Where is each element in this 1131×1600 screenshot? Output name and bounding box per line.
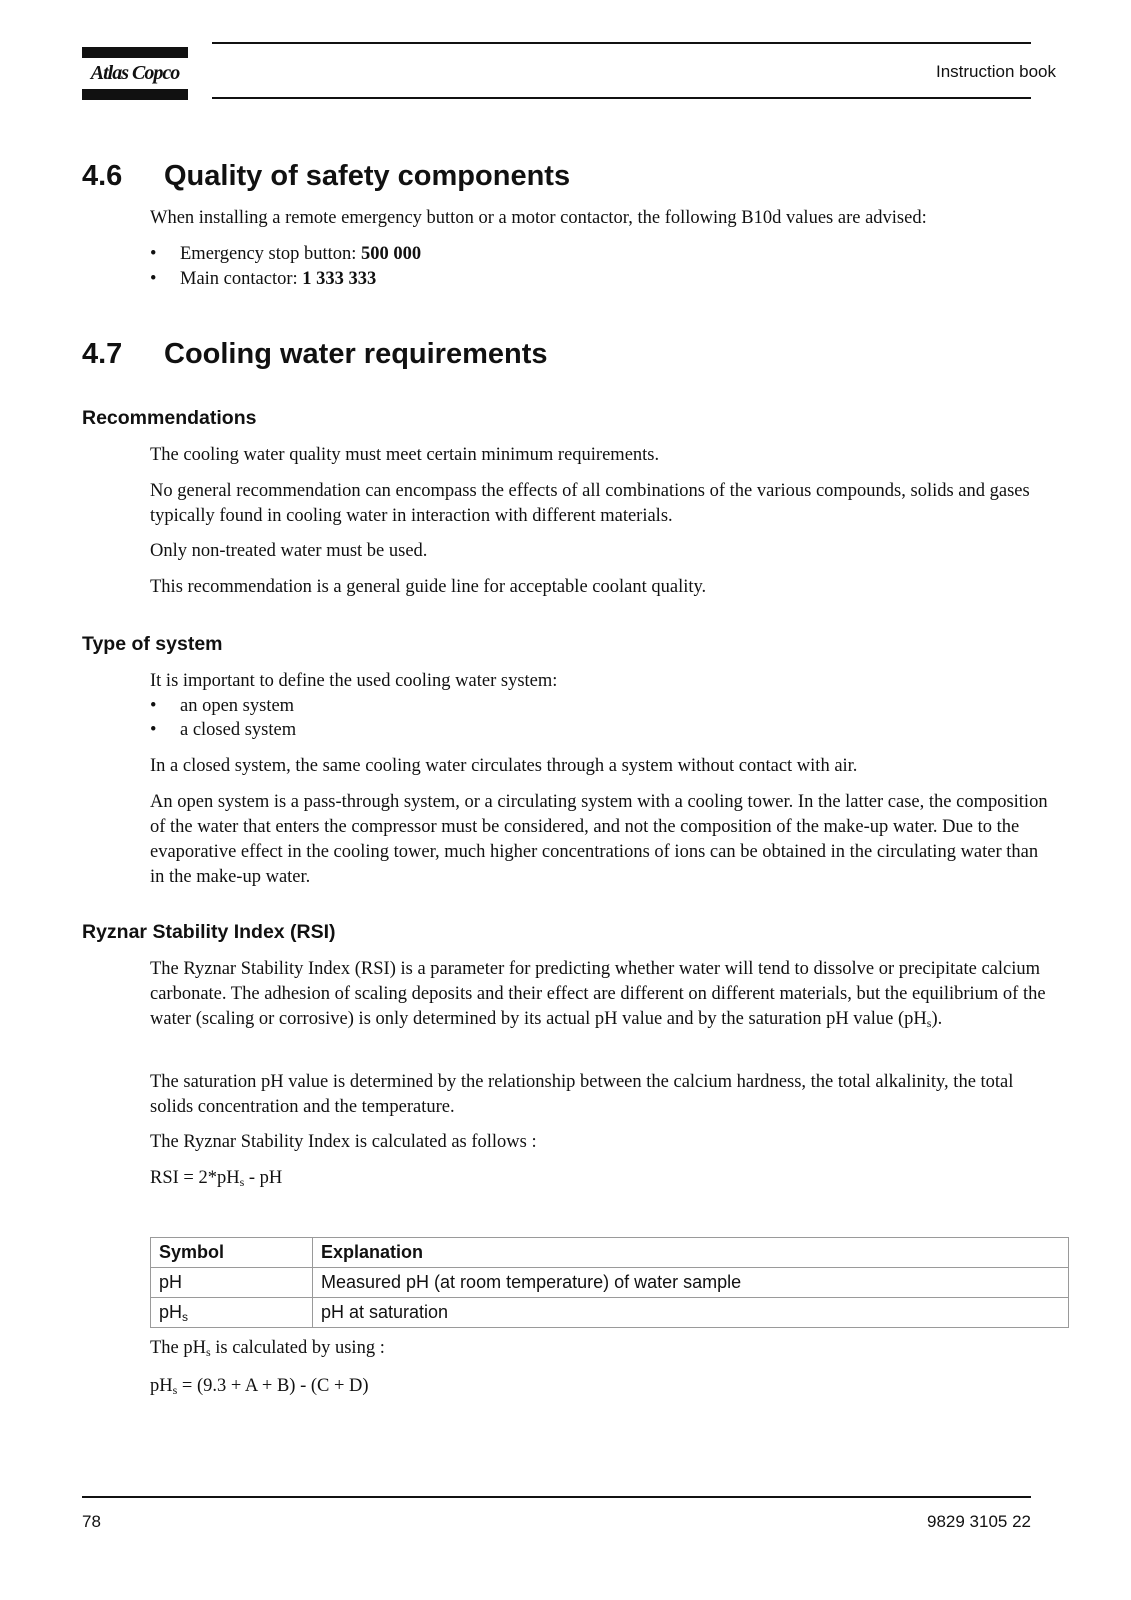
paragraph: This recommendation is a general guide line for acceptable coolant quality.	[150, 577, 707, 597]
table-header-row	[151, 1238, 1069, 1268]
type-of-system-heading: Type of system	[82, 633, 223, 655]
paragraph: Only non-treated water must be used.	[150, 541, 428, 561]
column-header: Symbol	[151, 1238, 313, 1268]
atlas-copco-logo	[82, 47, 188, 99]
logo-wordmark: Atlas Copco	[90, 62, 180, 84]
section-title: Cooling water requirements	[164, 338, 548, 370]
header-rule-top	[212, 42, 1031, 44]
paragraph: The cooling water quality must meet certain minimum requirements.	[150, 445, 660, 465]
bullet-label: Emergency stop button:	[180, 244, 362, 264]
rsi-formula: RSI = $2*pH_s$ - pH	[150, 1168, 283, 1189]
footer-rule	[82, 1496, 1031, 1498]
paragraph: The Ryznar Stability Index (RSI) is a parameter for predicting whether water will tend to dissolve or precipitate calcium carbonate. The adhesion of scaling deposits and their effect are different on different materials, but the equilibrium of the water (scaling or corrosive) is only determined by its actual pH value and by the saturation pH value $(pH_s)$.	[150, 959, 1046, 1030]
section-4-7-heading	[82, 338, 548, 371]
section-number: 4.7	[82, 338, 123, 370]
list-item: • Emergency stop button: 500 000	[150, 244, 422, 264]
header-rule-bottom	[212, 97, 1031, 99]
bullet-label: Main contactor:	[180, 269, 303, 289]
table-row	[151, 1298, 1069, 1328]
section-4-6-heading	[82, 160, 570, 193]
logo-bar-bottom	[82, 89, 188, 100]
logo-bar-top	[82, 47, 188, 58]
explanation-cell: Measured pH (at room temperature) of water sample	[313, 1268, 1069, 1298]
bullet-value: 500 000	[361, 244, 422, 264]
list-item: • an open system	[150, 696, 295, 716]
paragraph: The saturation pH value is determined by the relationship between the calcium hardness, the total alkalinity, the total solids concentration and the temperature.	[150, 1072, 1014, 1117]
page-number: 78	[82, 1512, 101, 1531]
paragraph: The $pH_s$ is calculated by using :	[150, 1338, 385, 1359]
explanation-cell: pH at saturation	[313, 1298, 1069, 1328]
document-number: 9829 3105 22	[927, 1512, 1031, 1531]
symbol-table	[150, 1237, 1069, 1328]
rsi-heading: Ryznar Stability Index (RSI)	[82, 921, 336, 943]
paragraph: An open system is a pass-through system, or a circulating system with a cooling tower. In the latter case, the composition of the water that enters the compressor must be considered, and not the composition of the make-up water. Due to the evaporative effect in the cooling tower, much higher concentrations of ions can be obtained in the circulating water than in the make-up water.	[150, 792, 1048, 887]
section-title: Quality of safety components	[164, 160, 571, 192]
paragraph: No general recommendation can encompass the effects of all combinations of the various compounds, solids and gases typically found in cooling water in interaction with different materials.	[150, 481, 1030, 526]
column-header: Explanation	[313, 1238, 1069, 1268]
recommendations-heading: Recommendations	[82, 407, 257, 429]
symbol-cell: pH	[151, 1268, 313, 1298]
symbol-cell: $pH_s$	[151, 1298, 313, 1328]
header-title: Instruction book	[935, 62, 1056, 81]
bullet-value: 1 333 333	[302, 269, 377, 289]
paragraph: In a closed system, the same cooling water circulates through a system without contact with air.	[150, 756, 858, 776]
phs-formula: $pH_s = (9.3 + A + B) - (C + D)$	[150, 1376, 369, 1397]
paragraph: The Ryznar Stability Index is calculated as follows :	[150, 1132, 537, 1152]
list-item: • Main contactor: 1 333 333	[150, 269, 377, 289]
bullet-text: a closed system	[180, 720, 297, 740]
table-row	[151, 1268, 1069, 1298]
bullet-text: an open system	[180, 696, 295, 716]
list-item: • a closed system	[150, 720, 297, 740]
paragraph: It is important to define the used cooling water system:	[150, 671, 558, 691]
section-number: 4.6	[82, 160, 123, 192]
safety-intro: When installing a remote emergency button or a motor contactor, the following B10d values are advised:	[150, 208, 927, 228]
